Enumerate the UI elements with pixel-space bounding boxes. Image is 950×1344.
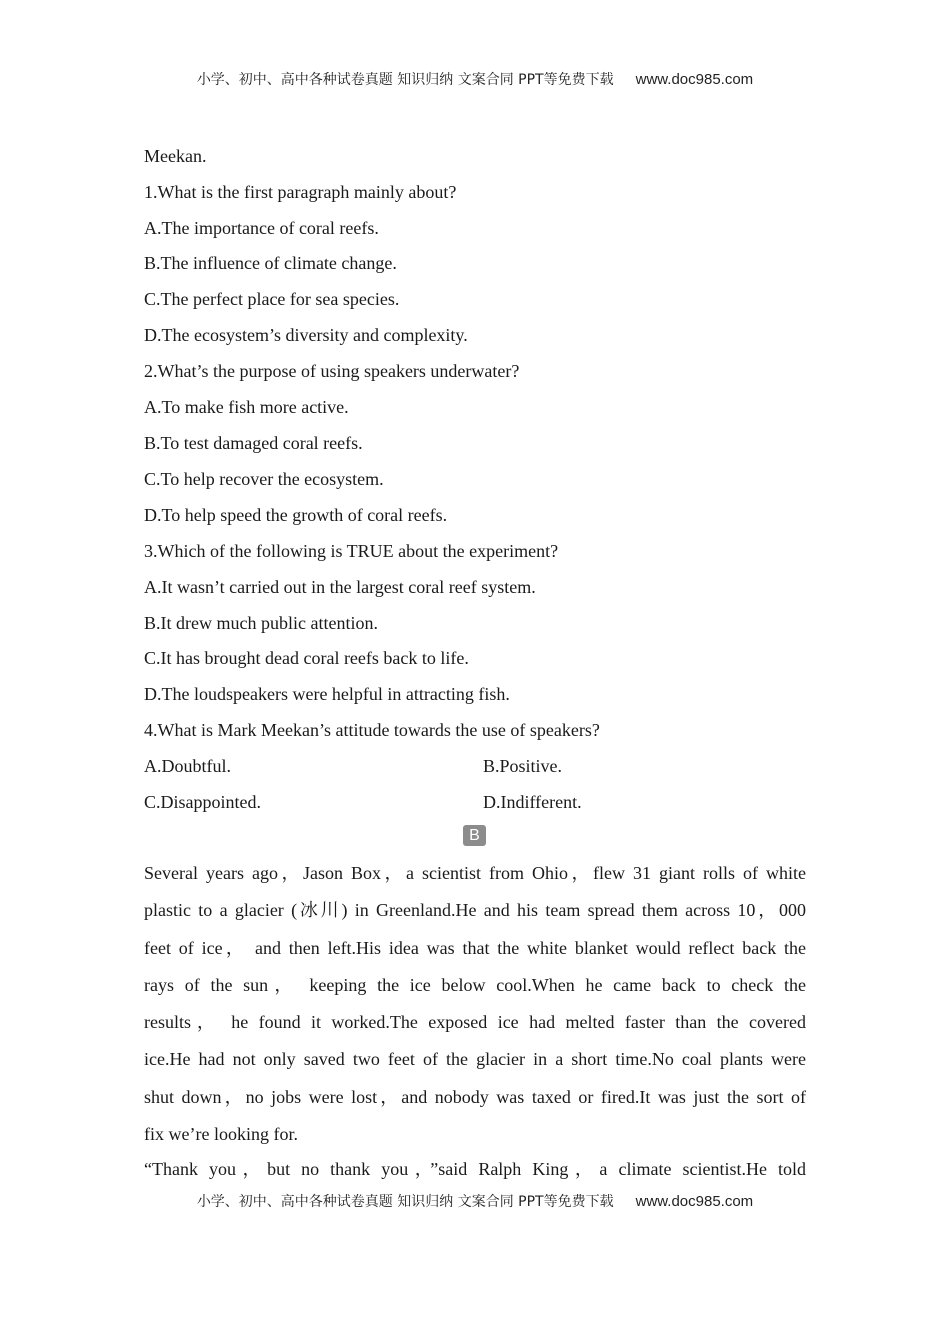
option-3c: C.It has brought dead coral reefs back to life. bbox=[144, 648, 469, 668]
option-4c: C.Disappointed. bbox=[144, 792, 261, 812]
option-2b: B.To test damaged coral reefs. bbox=[144, 433, 363, 453]
question-4: 4.What is Mark Meekan’s attitude towards the use of speakers? bbox=[144, 720, 600, 740]
option-4d: D.Indifferent. bbox=[483, 792, 582, 812]
header-site: www.doc985.com bbox=[635, 71, 754, 88]
section-b-badge: B bbox=[463, 825, 486, 846]
page-footer bbox=[0, 1191, 950, 1211]
option-3a: A.It wasn’t carried out in the largest coral reef system. bbox=[144, 577, 536, 597]
option-4b: B.Positive. bbox=[483, 756, 563, 776]
passage-line: feet of ice， and then left.His idea was that the white blanket would reflect back the bbox=[144, 937, 806, 958]
question-1: 1.What is the first paragraph mainly about? bbox=[144, 182, 457, 202]
option-1b: B.The influence of climate change. bbox=[144, 253, 397, 273]
option-1c: C.The perfect place for sea species. bbox=[144, 289, 400, 309]
option-4a: A.Doubtful. bbox=[144, 756, 231, 776]
footer-text: 小学、初中、高中各种试卷真题 知识归纳 文案合同 PPT等免费下载 bbox=[196, 1194, 614, 1210]
passage-line: rays of the sun， keeping the ice below cool.When he came back to check the bbox=[144, 974, 806, 995]
passage-line: shut down，no jobs were lost，and nobody was taxed or fired.It was just the sort of bbox=[144, 1086, 806, 1107]
header-text: 小学、初中、高中各种试卷真题 知识归纳 文案合同 PPT等免费下载 bbox=[196, 72, 614, 88]
page-header bbox=[0, 69, 950, 89]
option-1d: D.The ecosystem’s diversity and complexity. bbox=[144, 325, 468, 345]
option-2c: C.To help recover the ecosystem. bbox=[144, 469, 384, 489]
passage-line: results， he found it worked.The exposed ice had melted faster than the covered bbox=[144, 1012, 806, 1033]
passage-line: Several years ago，Jason Box，a scientist from Ohio，flew 31 giant rolls of white bbox=[144, 863, 806, 883]
passage-b-next-line: “Thank you，but no thank you，”said Ralph King，a climate scientist.He told bbox=[144, 1159, 806, 1179]
question-2: 2.What’s the purpose of using speakers underwater? bbox=[144, 361, 520, 381]
passage-b bbox=[144, 862, 806, 1160]
text-line: Meekan. bbox=[144, 146, 207, 166]
footer-site: www.doc985.com bbox=[635, 1193, 754, 1210]
option-3b: B.It drew much public attention. bbox=[144, 613, 378, 633]
option-2d: D.To help speed the growth of coral reefs. bbox=[144, 505, 448, 525]
option-3d: D.The loudspeakers were helpful in attracting fish. bbox=[144, 684, 510, 704]
passage-line: plastic to a glacier (冰川) in Greenland.He and his team spread them across 10，000 bbox=[144, 900, 806, 921]
option-2a: A.To make fish more active. bbox=[144, 397, 349, 417]
passage-line: fix we’re looking for. bbox=[144, 1124, 298, 1145]
option-1a: A.The importance of coral reefs. bbox=[144, 218, 379, 238]
passage-line: ice.He had not only saved two feet of the glacier in a short time.No coal plants were bbox=[144, 1049, 806, 1070]
question-3: 3.Which of the following is TRUE about the experiment? bbox=[144, 541, 559, 561]
